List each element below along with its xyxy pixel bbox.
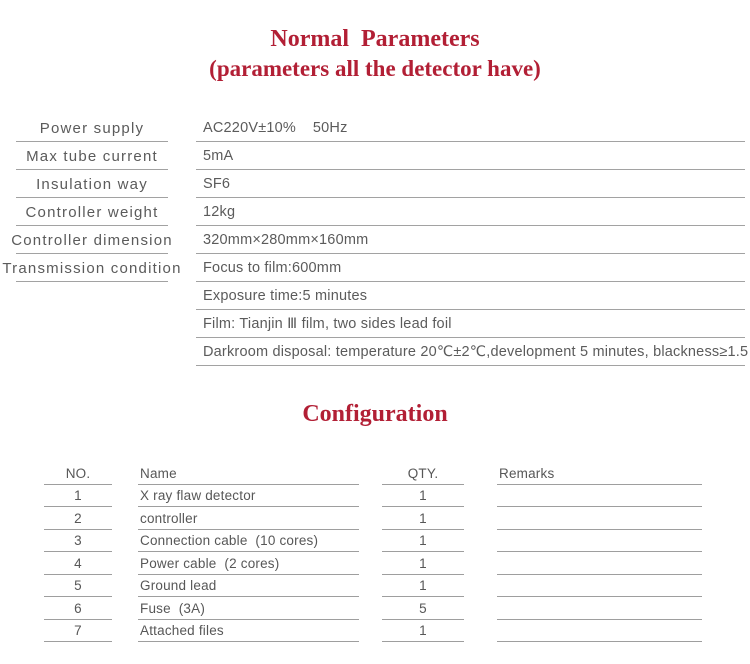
parameter-value: Exposure time:5 minutes	[196, 282, 745, 310]
parameter-value: Film: Tianjin Ⅲ film, two sides lead foil	[196, 310, 745, 338]
config-cell-remarks	[497, 507, 702, 530]
config-cell-name: Ground lead	[138, 575, 359, 598]
config-cell-no: 1	[44, 485, 112, 508]
config-cell-no: 6	[44, 597, 112, 620]
config-cell-no: 4	[44, 552, 112, 575]
config-cell-remarks	[497, 575, 702, 598]
parameter-label: Transmission condition	[16, 254, 168, 282]
config-cell-no: 3	[44, 530, 112, 553]
config-cell-qty: 1	[382, 575, 464, 598]
config-cell-no: 7	[44, 620, 112, 643]
parameter-value: SF6	[196, 170, 745, 198]
parameter-label: Power supply	[16, 114, 168, 142]
parameter-label: Max tube current	[16, 142, 168, 170]
config-cell-qty: 1	[382, 530, 464, 553]
parameter-value: Focus to film:600mm	[196, 254, 745, 282]
column-header-qty: QTY.	[382, 462, 464, 485]
config-cell-qty: 1	[382, 485, 464, 508]
parameter-value: Darkroom disposal: temperature 20℃±2℃,development 5 minutes, blackness≥1.5	[196, 338, 745, 366]
config-cell-no: 2	[44, 507, 112, 530]
config-cell-remarks	[497, 485, 702, 508]
config-column-remarks	[497, 462, 702, 642]
parameter-label: Insulation way	[16, 170, 168, 198]
config-cell-name: X ray flaw detector	[138, 485, 359, 508]
config-cell-remarks	[497, 620, 702, 643]
config-cell-name: controller	[138, 507, 359, 530]
config-cell-name: Connection cable (10 cores)	[138, 530, 359, 553]
configuration-title: Configuration	[302, 401, 448, 427]
parameter-value: AC220V±10% 50Hz	[196, 114, 745, 142]
parameter-value: 12kg	[196, 198, 745, 226]
config-cell-qty: 1	[382, 552, 464, 575]
config-cell-no: 5	[44, 575, 112, 598]
config-cell-name: Power cable (2 cores)	[138, 552, 359, 575]
parameter-value: 320mm×280mm×160mm	[196, 226, 745, 254]
page-title: Normal Parameters	[270, 26, 480, 52]
config-cell-name: Fuse (3A)	[138, 597, 359, 620]
config-column-qty	[382, 462, 464, 642]
config-cell-qty: 5	[382, 597, 464, 620]
config-column-name	[138, 462, 359, 642]
config-cell-qty: 1	[382, 507, 464, 530]
config-cell-remarks	[497, 552, 702, 575]
config-cell-remarks	[497, 597, 702, 620]
config-cell-remarks	[497, 530, 702, 553]
parameter-value: 5mA	[196, 142, 745, 170]
parameter-label: Controller weight	[16, 198, 168, 226]
parameter-label: Controller dimension	[16, 226, 168, 254]
config-column-no	[44, 462, 112, 642]
column-header-name: Name	[138, 462, 359, 485]
column-header-no: NO.	[44, 462, 112, 485]
config-cell-qty: 1	[382, 620, 464, 643]
parameters-value-column	[196, 114, 749, 366]
column-header-remarks: Remarks	[497, 462, 702, 485]
config-cell-name: Attached files	[138, 620, 359, 643]
parameters-label-column	[2, 114, 182, 282]
page-subtitle: (parameters all the detector have)	[209, 56, 541, 81]
